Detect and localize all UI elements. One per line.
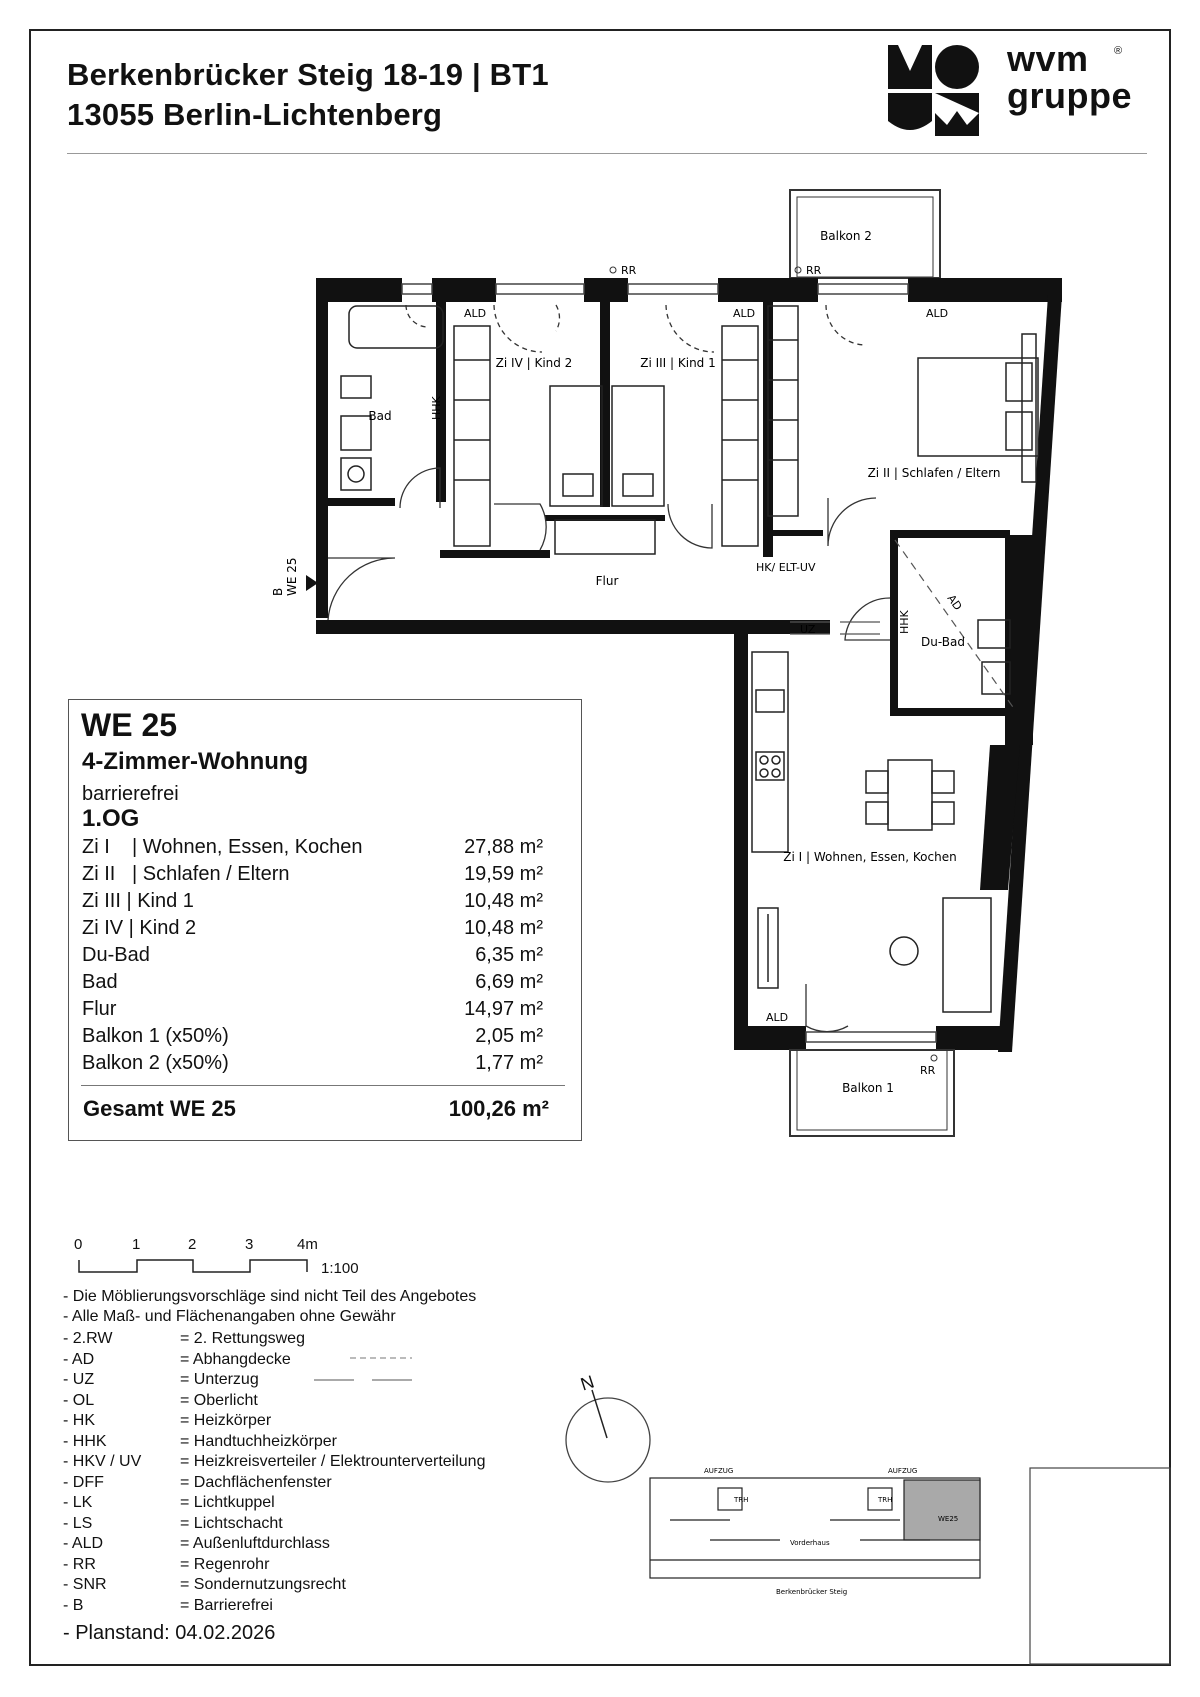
legend-key: - UZ — [63, 1371, 95, 1388]
area-row-label: Du-Bad — [82, 944, 150, 966]
room-label-bad: Bad — [368, 409, 392, 423]
legend-key: - 2.RW — [63, 1330, 113, 1347]
tag-hhk-bad: HHK — [430, 396, 443, 420]
room-label-flur: Flur — [595, 574, 619, 588]
total-divider — [81, 1085, 565, 1086]
room-label-balkon2: Balkon 2 — [820, 229, 872, 243]
logo-registered-mark: ® — [1114, 45, 1123, 57]
area-row-label: Zi I | Wohnen, Essen, Kochen — [82, 836, 363, 858]
area-row-label: Balkon 1 (x50%) — [82, 1025, 229, 1047]
area-row-label: Zi IV | Kind 2 — [82, 917, 197, 939]
planstand-date: - Planstand: 04.02.2026 — [63, 1622, 276, 1644]
room-label-wohnen: Zi I | Wohnen, Essen, Kochen — [783, 850, 957, 864]
tag-rr-2: RR — [806, 264, 822, 277]
tag-rr-3: RR — [920, 1064, 936, 1077]
keyplan-aufzug-left: AUFZUG — [704, 1467, 734, 1475]
legend-value: = Lichtschacht — [180, 1514, 283, 1532]
rr-marker-icon — [795, 267, 801, 273]
room-label-dubad: Du-Bad — [921, 635, 965, 649]
legend-value: = Unterzug — [180, 1371, 259, 1388]
logo-wordmark-line1: wvm — [1007, 38, 1089, 79]
note-line: - Die Möblierungsvorschläge sind nicht Teil des Angebotes — [63, 1288, 477, 1305]
legend-value: = Abhangdecke — [180, 1350, 291, 1368]
area-row-value: 14,97 m² — [464, 998, 543, 1020]
keyplan-street: Berkenbrücker Steig — [776, 1588, 848, 1596]
legend-key: - HK — [63, 1412, 95, 1429]
scale-tick-label: 2 — [188, 1236, 197, 1253]
area-row-value: 2,05 m² — [475, 1025, 543, 1047]
key-plan — [650, 1468, 1170, 1664]
area-row-value: 6,35 m² — [475, 944, 543, 966]
scale-tick-label: 4m — [297, 1236, 318, 1253]
scale-bar — [79, 1260, 307, 1272]
area-row-value: 27,88 m² — [464, 836, 543, 858]
legend-key: - B — [63, 1596, 84, 1614]
tag-ald-2: ALD — [733, 307, 756, 320]
legend-value: = Heizkreisverteiler / Elektrounterverteilung — [180, 1453, 486, 1470]
keyplan-trh-right: TRH — [878, 1496, 893, 1504]
tag-uz: UZ — [800, 623, 816, 636]
note-line: - Alle Maß- und Flächenangaben ohne Gewähr — [63, 1308, 396, 1325]
scale-tick-label: 0 — [74, 1236, 83, 1253]
rr-marker-icon — [610, 267, 616, 273]
tag-ald-4: ALD — [766, 1011, 789, 1024]
address-line-1: Berkenbrücker Steig 18-19 | BT1 — [67, 57, 549, 92]
tag-ald-3: ALD — [926, 307, 949, 320]
legend-value: = Regenrohr — [180, 1555, 270, 1573]
total-area: 100,26 m² — [448, 1096, 549, 1121]
legend-key: - AD — [63, 1350, 95, 1368]
keyplan-trh-left: TRH — [734, 1496, 749, 1504]
room-label-balkon1: Balkon 1 — [842, 1081, 894, 1095]
scale-tick-label: 1 — [132, 1236, 141, 1253]
area-row-value: 10,48 m² — [464, 917, 543, 939]
unit-floor: 1.OG — [82, 805, 140, 832]
north-arrow-icon — [566, 1390, 650, 1482]
legend-value: = Heizkörper — [180, 1412, 272, 1429]
tag-ald-1: ALD — [464, 307, 487, 320]
area-row-label: Balkon 2 (x50%) — [82, 1052, 229, 1074]
room-label-schlafen: Zi II | Schlafen / Eltern — [867, 466, 1001, 480]
legend-value: = Sondernutzungsrecht — [180, 1576, 346, 1593]
rr-marker-icon — [931, 1055, 937, 1061]
keyplan-aufzug-right: AUFZUG — [888, 1467, 918, 1475]
tag-we25: WE 25 — [285, 557, 299, 596]
legend-value: = 2. Rettungsweg — [180, 1330, 305, 1347]
unit-title: WE 25 — [81, 707, 178, 743]
legend-key: - SNR — [63, 1576, 107, 1593]
tag-hk-elt-uv: HK/ ELT-UV — [756, 561, 816, 574]
keyplan-unit-label: WE25 — [938, 1515, 959, 1523]
scale-ratio: 1:100 — [321, 1260, 359, 1277]
legend-value: = Handtuchheizkörper — [180, 1432, 337, 1450]
tag-b: B — [271, 587, 285, 596]
legend-key: - DFF — [63, 1473, 104, 1491]
legend-key: - HKV / UV — [63, 1453, 142, 1470]
legend-value: = Oberlicht — [180, 1391, 258, 1409]
area-row-value: 19,59 m² — [464, 863, 543, 885]
legend-key: - ALD — [63, 1535, 104, 1552]
total-label: Gesamt WE 25 — [83, 1096, 236, 1121]
tag-hhk-dubad: HHK — [898, 610, 911, 634]
legend-value: = Dachflächenfenster — [180, 1473, 332, 1491]
kitchen-living-furniture — [752, 652, 991, 1012]
legend-key: - HHK — [63, 1432, 107, 1450]
legend-key: - LK — [63, 1494, 93, 1511]
unit-type: 4-Zimmer-Wohnung — [82, 748, 309, 775]
scale-tick-label: 3 — [245, 1236, 254, 1253]
area-row-label: Bad — [82, 971, 118, 993]
keyplan-vorderhaus: Vorderhaus — [790, 1539, 830, 1547]
area-row-label: Zi II | Schlafen / Eltern — [82, 863, 290, 885]
area-row-label: Flur — [82, 998, 117, 1020]
unit-accessibility: barrierefrei — [82, 783, 179, 805]
address-line-2: 13055 Berlin-Lichtenberg — [67, 97, 443, 132]
north-label: N — [578, 1371, 597, 1395]
legend-value: = Barrierefrei — [180, 1596, 273, 1614]
tag-rr-1: RR — [621, 264, 637, 277]
tag-ad: AD — [944, 592, 965, 613]
area-row-value: 6,69 m² — [475, 971, 543, 993]
room-label-kind1: Zi III | Kind 1 — [640, 356, 716, 370]
logo-wordmark-line2: gruppe — [1007, 75, 1132, 116]
legend-key: - OL — [63, 1391, 95, 1409]
area-row-value: 1,77 m² — [475, 1052, 543, 1074]
area-row-label: Zi III | Kind 1 — [82, 890, 194, 912]
room-label-kind2: Zi IV | Kind 2 — [495, 356, 573, 370]
legend-key: - RR — [63, 1555, 96, 1573]
legend-key: - LS — [63, 1514, 93, 1532]
legend-value: = Außenluftdurchlass — [180, 1535, 330, 1552]
legend-value: = Lichtkuppel — [180, 1494, 275, 1511]
area-row-value: 10,48 m² — [464, 890, 543, 912]
